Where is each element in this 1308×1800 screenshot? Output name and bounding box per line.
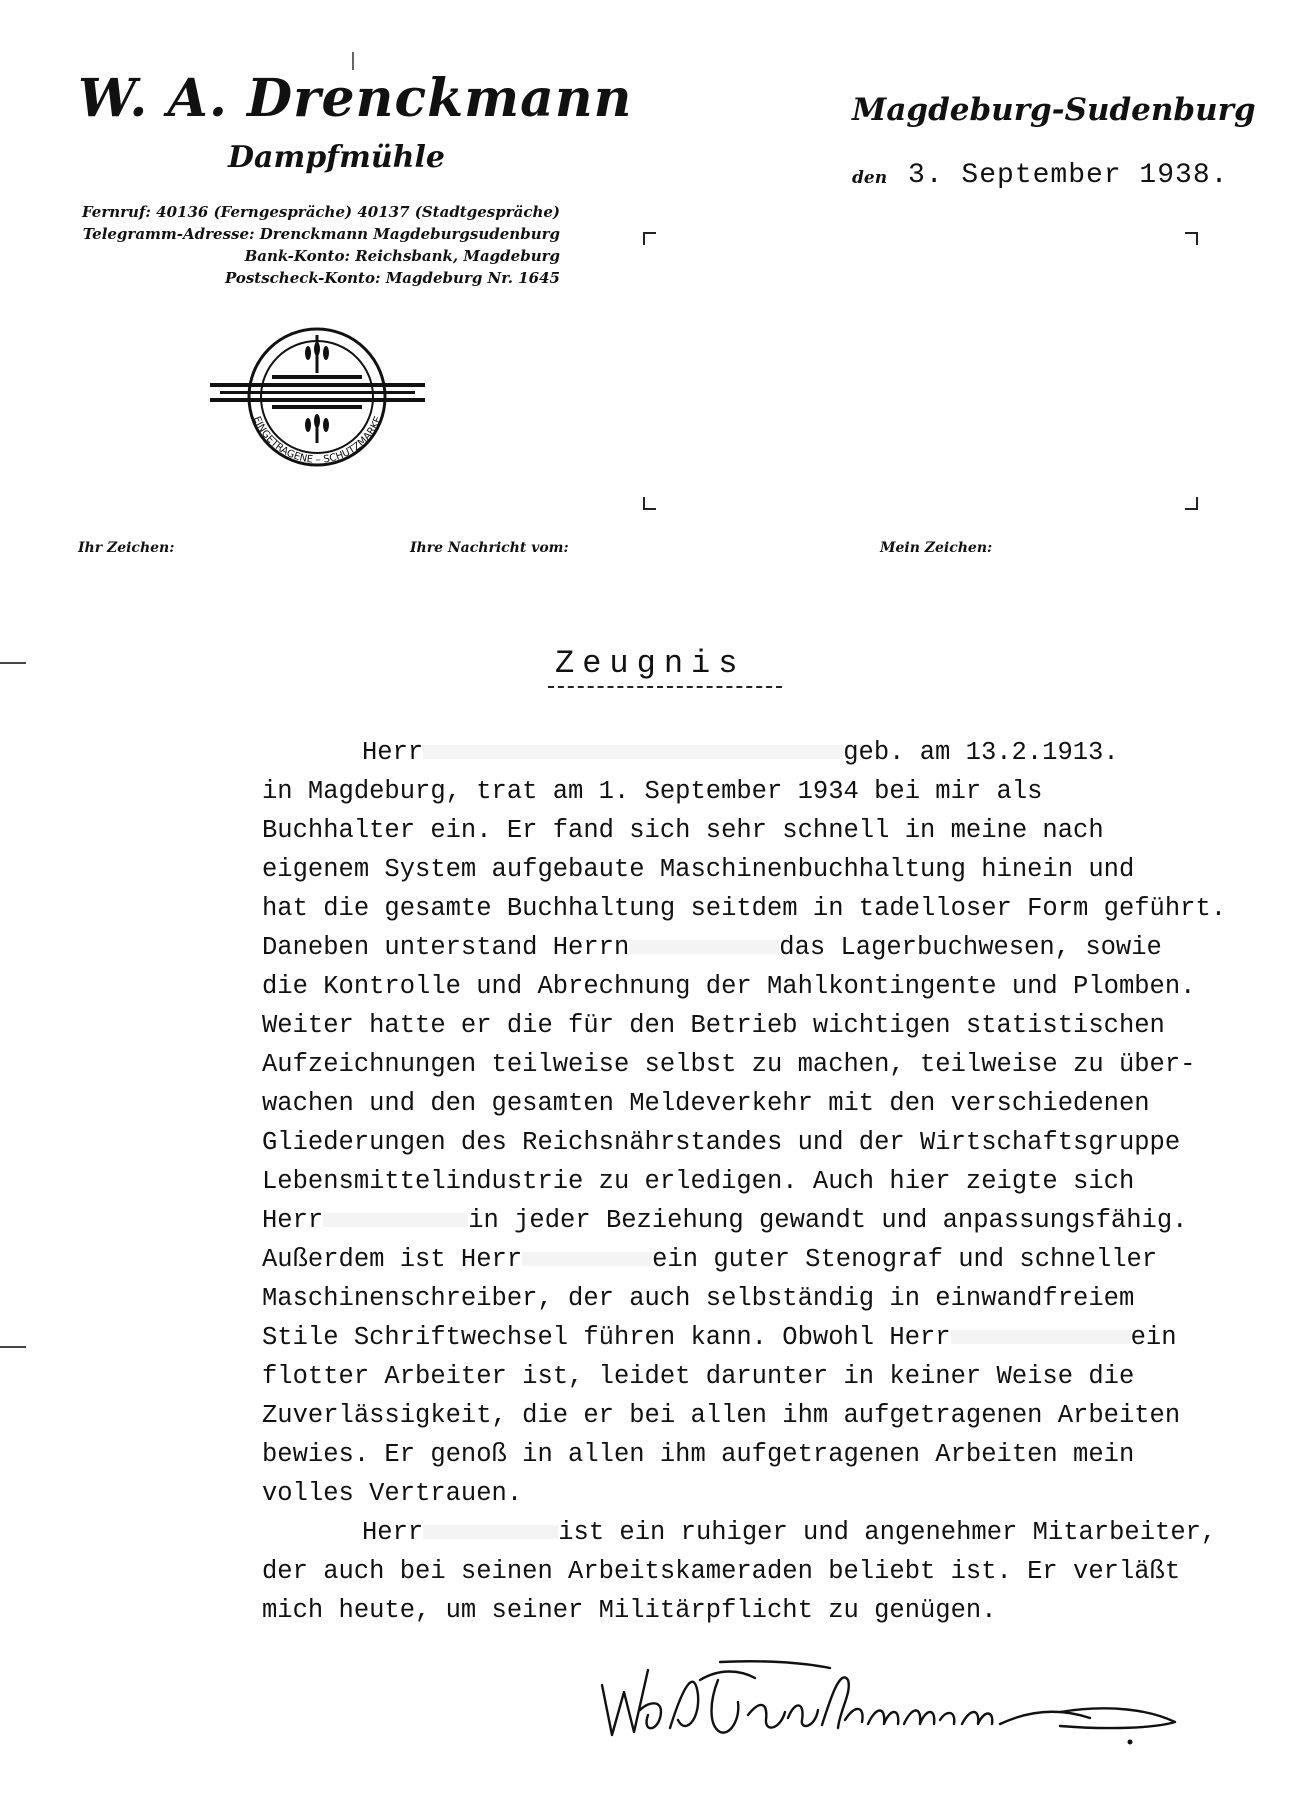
redacted-name <box>629 940 779 954</box>
company-name: W. A. Drenckmann <box>78 68 633 129</box>
address-corner-top-right <box>1184 232 1198 246</box>
heading-underline <box>548 686 782 688</box>
company-subtitle: Dampfmühle <box>228 140 445 175</box>
body-line: hat die gesamte Buchhaltung seitdem in tadelloser Form geführt. <box>262 894 1227 923</box>
mein-zeichen-label: Mein Zeichen: <box>880 540 993 556</box>
body-line: Aufzeichnungen teilweise selbst zu machen, teilweise zu über- <box>262 1050 1196 1079</box>
redacted-name <box>522 1252 652 1266</box>
body-line: Herr geb. am 13.2.1913. <box>362 738 1119 767</box>
body-line: der auch bei seinen Arbeitskameraden beliebt ist. Er verläßt <box>262 1557 1181 1586</box>
body-line: Stile Schriftwechsel führen kann. Obwohl Herr ein <box>262 1323 1177 1352</box>
body-line: Gliederungen des Reichsnährstandes und der Wirtschaftsgruppe <box>262 1128 1181 1157</box>
body-line: Herr in jeder Beziehung gewandt und anpassungsfähig. <box>262 1206 1188 1235</box>
body-line: bewies. Er genoß in allen ihm aufgetragenen Arbeiten mein <box>262 1440 1135 1469</box>
address-corner-bottom-right <box>1184 496 1198 510</box>
letter-date: 3. September 1938. <box>908 160 1229 191</box>
body-line: Lebensmittelindustrie zu erledigen. Auch hier zeigte sich <box>262 1167 1135 1196</box>
letter-heading: Zeugnis <box>555 645 746 682</box>
body-line: in Magdeburg, trat am 1. September 1934 bei mir als <box>262 777 1043 806</box>
address-corner-top-left <box>643 232 657 246</box>
body-line: Außerdem ist Herr ein guter Stenograf und schneller <box>262 1245 1158 1274</box>
ihr-zeichen-label: Ihr Zeichen: <box>78 540 175 556</box>
body-line: mich heute, um seiner Militärpflicht zu genügen. <box>262 1596 997 1625</box>
redacted-name <box>423 1525 558 1539</box>
date-prefix: den <box>852 168 888 188</box>
body-line: Buchhalter ein. Er fand sich sehr schnell in meine nach <box>262 816 1104 845</box>
body-line: Zuverlässigkeit, die er bei allen ihm aufgetragenen Arbeiten <box>262 1401 1181 1430</box>
body-line: Herr ist ein ruhiger und angenehmer Mitarbeiter, <box>362 1518 1217 1547</box>
body-line: flotter Arbeiter ist, leidet darunter in keiner Weise die <box>262 1362 1135 1391</box>
logo-caption: EINGETRAGENE – SCHUTZMARKE <box>250 414 385 466</box>
fold-mark-bottom <box>0 1346 26 1348</box>
body-line: Maschinenschreiber, der auch selbständig in einwandfreiem <box>262 1284 1135 1313</box>
contact-postal-check: Postscheck-Konto: Magdeburg Nr. 1645 <box>224 269 560 287</box>
ihre-nachricht-label: Ihre Nachricht vom: <box>410 540 569 556</box>
place-name: Magdeburg-Sudenburg <box>852 92 1256 128</box>
trademark-logo <box>210 315 425 490</box>
contact-telegram: Telegramm-Adresse: Drenckmann Magdeburgsudenburg <box>82 225 560 243</box>
fold-mark-top <box>0 662 26 664</box>
body-line: Weiter hatte er die für den Betrieb wichtigen statistischen <box>262 1011 1165 1040</box>
contact-bank: Bank-Konto: Reichsbank, Magdeburg <box>244 247 560 265</box>
contact-phone: Fernruf: 40136 (Ferngespräche) 40137 (Stadtgespräche) <box>81 203 560 221</box>
handwritten-signature <box>590 1640 1190 1750</box>
body-line: die Kontrolle und Abrechnung der Mahlkontingente und Plomben. <box>262 972 1196 1001</box>
address-corner-bottom-left <box>643 496 657 510</box>
redacted-name <box>423 745 843 759</box>
body-line: wachen und den gesamten Meldeverkehr mit den verschiedenen <box>262 1089 1150 1118</box>
body-line: Daneben unterstand Herrn das Lagerbuchwesen, sowie <box>262 933 1162 962</box>
redacted-name <box>951 1330 1131 1344</box>
body-line: eigenem System aufgebaute Maschinenbuchhaltung hinein und <box>262 855 1135 884</box>
redacted-name <box>323 1213 468 1227</box>
body-line: volles Vertrauen. <box>262 1479 523 1508</box>
